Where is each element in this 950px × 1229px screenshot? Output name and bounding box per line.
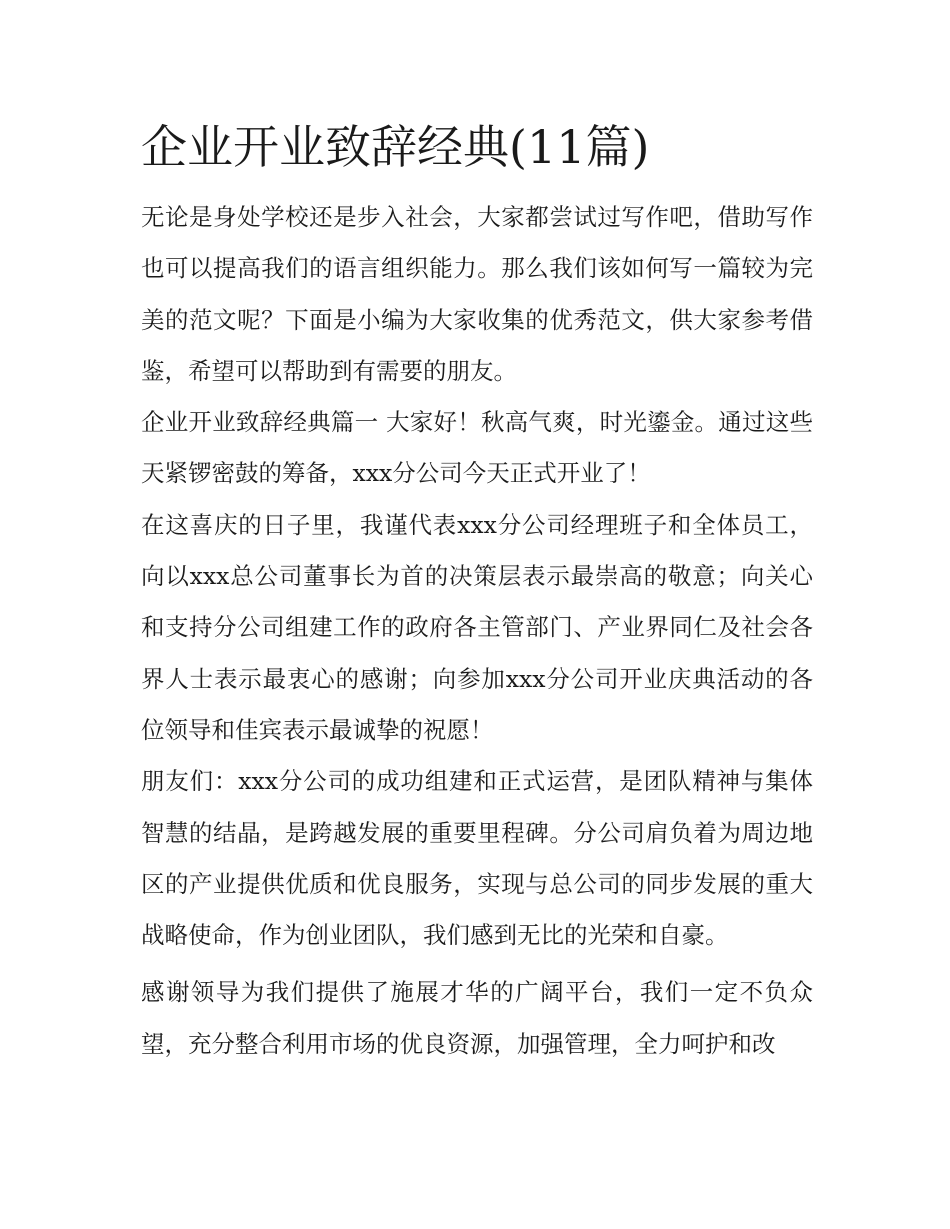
paragraph-2: 在这喜庆的日子里，我谨代表xxx分公司经理班子和全体员工，向以xxx总公司董事长为首的决策层表示最崇高的敬意；向关心和支持分公司组建工作的政府各主管部门、产业界同仁及社会各界人士表示最衷心的感谢；向参加xxx分公司开业庆典活动的各位领导和佳宾表示最诚挚的祝愿！ [141,510,813,744]
document-title: 企业开业致辞经典(11篇) [141,120,650,174]
paragraph-intro: 无论是身处学校还是步入社会，大家都尝试过写作吧，借助写作也可以提高我们的语言组织能力。那么我们该如何写一篇较为完美的范文呢？下面是小编为大家收集的优秀范文，供大家参考借鉴，希望可以帮助到有需要的朋友。 [141,203,813,385]
paragraph-1: 企业开业致辞经典篇一 大家好！秋高气爽，时光鎏金。通过这些天紧锣密鼓的筹备，xxx分公司今天正式开业了！ [141,408,813,488]
paragraph-4: 感谢领导为我们提供了施展才华的广阔平台，我们一定不负众望，充分整合利用市场的优良资源，加强管理，全力呵护和改 [141,978,813,1058]
paragraph-3: 朋友们：xxx分公司的成功组建和正式运营，是团队精神与集体智慧的结晶，是跨越发展的重要里程碑。分公司肩负着为周边地区的产业提供优质和优良服务，实现与总公司的同步发展的重大战略使命，作为创业团队，我们感到无比的光荣和自豪。 [141,767,813,950]
document-page [141,112,813,1070]
